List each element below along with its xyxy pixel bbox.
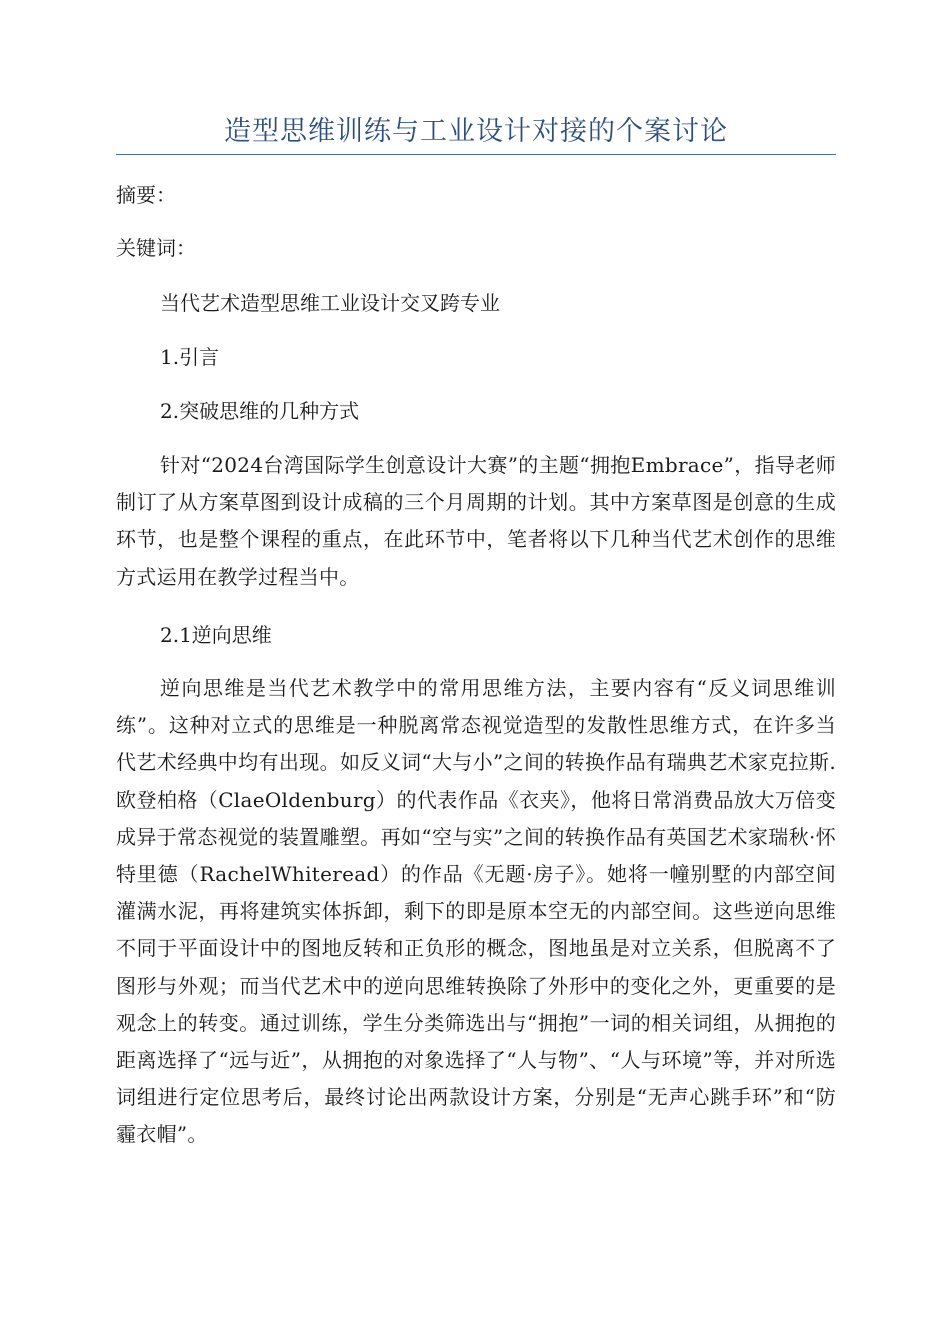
subsection-heading-reverse-thinking: 2.1逆向思维 (160, 623, 272, 647)
body-paragraph: 针对“2024台湾国际学生创意设计大赛”的主题“拥抱Embrace”，指导老师制订了从方案草图到设计成稿的三个月周期的计划。其中方案草图是创意的生成环节，也是整个课程的重点，在此环节中，笔者将以下几种当代艺术创作的思维方式运用在教学过程当中。 (116, 453, 836, 589)
abstract-label: 摘要： (116, 183, 176, 207)
section-heading-introduction: 1.引言 (160, 345, 220, 369)
title-underline (116, 154, 836, 155)
section-heading-breakthrough: 2.突破思维的几种方式 (160, 399, 360, 423)
document-title: 造型思维训练与工业设计对接的个案讨论 (224, 116, 728, 147)
keywords-text: 当代艺术造型思维工业设计交叉跨专业 (160, 291, 500, 315)
keywords-label: 关键词： (116, 236, 196, 260)
body-paragraph: 逆向思维是当代艺术教学中的常用思维方法，主要内容有“反义词思维训练”。这种对立式的思维是一种脱离常态视觉造型的发散性思维方式，在许多当代艺术经典中均有出现。如反义词“大与小”之间的转换作品有瑞典艺术家克拉斯.欧登柏格（ClaeOldenburg）的代表作品《衣夹》，他将日常消费品放大万倍变成异于常态视觉的装置雕塑。再如“空与实”之间的转换作品有英国艺术家瑞秋·怀特里德（RachelWhiteread）的作品《无题·房子》。她将一幢别墅的内部空间灌满水泥，再将建筑实体拆卸，剩下的即是原本空无的内部空间。这些逆向思维不同于平面设计中的图地反转和正负形的概念，图地虽是对立关系，但脱离不了图形与外观；而当代艺术中的逆向思维转换除了外形中的变化之外，更重要的是观念上的转变。通过训练，学生分类筛选出与“拥抱”一词的相关词组，从拥抱的距离选择了“远与近”，从拥抱的对象选择了“人与物”、“人与环境”等，并对所选词组进行定位思考后，最终讨论出两款设计方案，分别是“无声心跳手环”和“防霾衣帽”。 (116, 676, 836, 1147)
